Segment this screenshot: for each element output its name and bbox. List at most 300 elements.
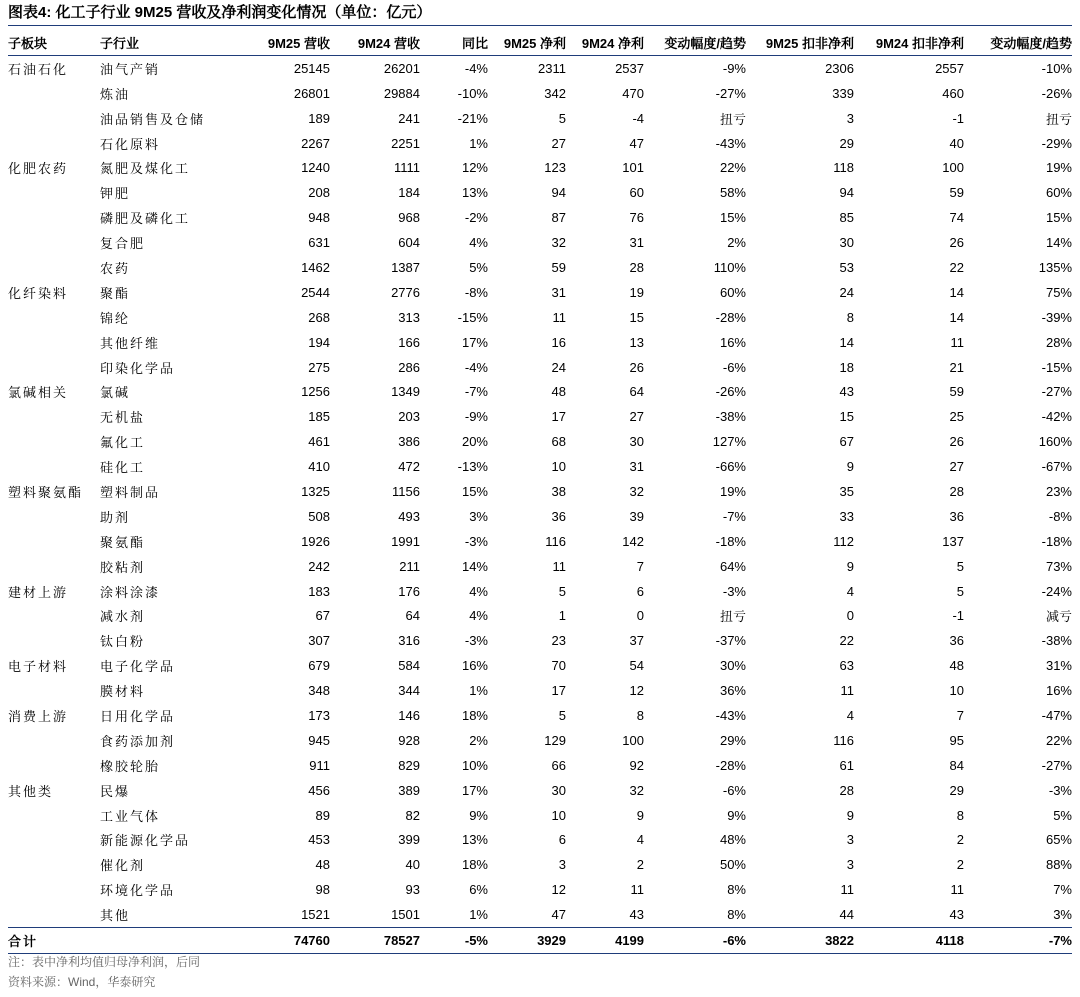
table-row: [8, 454, 1072, 479]
cell-revenue-9m24: 1111: [393, 160, 420, 176]
cell-subindustry: 其他纤维: [100, 335, 161, 351]
cell-subindustry: 无机盐: [100, 410, 146, 426]
cell-net-profit-9m25: 17: [551, 683, 566, 699]
table-row: [8, 603, 1072, 628]
cell-yoy: 20%: [461, 434, 488, 450]
cell-adj-profit-9m24: 43: [949, 907, 964, 923]
cell-yoy: -4%: [464, 60, 488, 76]
cell-sector: [8, 902, 100, 927]
cell-adj-profit-change: 7%: [1053, 882, 1072, 898]
cell-sector: [8, 603, 100, 628]
cell-adj-profit-9m24: 26: [949, 434, 964, 450]
cell-revenue-9m24: 184: [398, 185, 420, 201]
cell-yoy: -4%: [464, 359, 488, 375]
table-row: [8, 205, 1072, 230]
cell-subindustry: 油气产销: [100, 61, 161, 77]
header-yoy: 同比: [420, 30, 488, 55]
cell-adj-profit-9m25: 35: [839, 483, 854, 499]
cell-yoy: 17%: [461, 334, 488, 350]
cell-adj-profit-9m24: 59: [949, 185, 964, 201]
cell-revenue-9m24: 29884: [383, 85, 420, 101]
cell-sector: 化纤染料: [8, 285, 69, 301]
cell-adj-profit-9m25: 2306: [825, 60, 854, 76]
cell-net-profit-change: -18%: [715, 533, 746, 549]
cell-net-profit-change: -7%: [722, 508, 746, 524]
figure-title: 图表4: 化工子行业 9M25 营收及净利润变化情况（单位：亿元）: [8, 4, 432, 21]
cell-sector: 电子材料: [8, 659, 69, 675]
cell-subindustry: 石化原料: [100, 136, 161, 152]
cell-revenue-9m25: 189: [308, 110, 330, 126]
cell-revenue-9m24: 604: [398, 235, 420, 251]
cell-yoy: 14%: [461, 558, 488, 574]
cell-net-profit-9m24: 26: [629, 359, 644, 375]
cell-revenue-9m25: 275: [308, 359, 330, 375]
cell-sector: 化肥农药: [8, 161, 69, 177]
cell-revenue-9m25: 1256: [301, 384, 330, 400]
cell-adj-profit-9m24: 40: [949, 135, 964, 151]
cell-yoy: 18%: [461, 857, 488, 873]
cell-yoy: 10%: [461, 757, 488, 773]
total-adj-profit-change: -7%: [964, 928, 1072, 954]
cell-net-profit-9m25: 5: [558, 110, 566, 126]
cell-adj-profit-change: 5%: [1053, 807, 1072, 823]
cell-adj-profit-9m25: 44: [839, 907, 854, 923]
cell-net-profit-9m24: 101: [622, 160, 644, 176]
cell-subindustry: 涂料涂漆: [100, 584, 161, 600]
cell-yoy: -8%: [464, 284, 488, 300]
cell-net-profit-change: 60%: [719, 284, 746, 300]
table-row: [8, 653, 1072, 678]
cell-revenue-9m24: 968: [398, 210, 420, 226]
cell-revenue-9m25: 631: [308, 235, 330, 251]
cell-revenue-9m24: 26201: [383, 60, 420, 76]
cell-net-profit-9m24: 15: [629, 309, 644, 325]
cell-subindustry: 食药添加剂: [100, 733, 176, 749]
header-net-profit-9m24: 9M24 净利: [566, 30, 644, 55]
table-row: [8, 131, 1072, 156]
cell-revenue-9m25: 98: [315, 882, 330, 898]
cell-net-profit-change: -6%: [722, 782, 746, 798]
cell-net-profit-9m25: 11: [552, 558, 566, 574]
cell-revenue-9m24: 241: [398, 110, 420, 126]
cell-net-profit-9m25: 30: [551, 782, 566, 798]
cell-adj-profit-9m25: 67: [839, 434, 854, 450]
cell-sector: [8, 877, 100, 902]
cell-adj-profit-9m25: 3: [846, 857, 854, 873]
table-row: [8, 429, 1072, 454]
cell-adj-profit-9m25: 28: [839, 782, 854, 798]
cell-adj-profit-change: 135%: [1038, 259, 1072, 275]
table-row: [8, 803, 1072, 828]
cell-adj-profit-9m24: -1: [952, 110, 964, 126]
cell-revenue-9m25: 183: [308, 583, 330, 599]
cell-net-profit-change: -9%: [722, 60, 746, 76]
cell-net-profit-9m24: 13: [629, 334, 644, 350]
cell-sector: [8, 529, 100, 554]
cell-adj-profit-9m25: 29: [839, 135, 854, 151]
cell-sector: [8, 628, 100, 653]
cell-yoy: 1%: [469, 135, 488, 151]
table-row: [8, 379, 1072, 404]
table-row: [8, 155, 1072, 180]
cell-adj-profit-change: 88%: [1045, 857, 1072, 873]
cell-revenue-9m25: 67: [315, 608, 330, 624]
header-revenue-9m24: 9M24 营收: [330, 30, 420, 55]
footnotes: [8, 952, 200, 992]
cell-yoy: 4%: [469, 235, 488, 251]
cell-net-profit-9m24: 76: [629, 210, 644, 226]
cell-net-profit-9m25: 17: [551, 409, 566, 425]
cell-subindustry: 农药: [100, 260, 131, 276]
cell-sector: 建材上游: [8, 584, 69, 600]
cell-sector: [8, 504, 100, 529]
total-net-profit-9m24: 4199: [566, 928, 644, 954]
cell-net-profit-9m24: 2: [636, 857, 644, 873]
total-adj-profit-9m24: 4118: [854, 928, 964, 954]
cell-revenue-9m25: 242: [308, 558, 330, 574]
cell-adj-profit-change: 15%: [1045, 210, 1072, 226]
cell-net-profit-9m24: 19: [629, 284, 644, 300]
cell-yoy: -21%: [457, 110, 488, 126]
total-net-profit-9m25: 3929: [488, 928, 566, 954]
cell-adj-profit-9m25: 9: [846, 459, 854, 475]
cell-adj-profit-9m24: 26: [949, 235, 964, 251]
cell-revenue-9m24: 1349: [391, 384, 420, 400]
cell-net-profit-9m24: 100: [622, 732, 644, 748]
cell-net-profit-9m25: 5: [558, 707, 566, 723]
table-header: [8, 30, 1072, 55]
cell-revenue-9m25: 1926: [301, 533, 330, 549]
cell-revenue-9m24: 1156: [392, 483, 420, 499]
cell-sector: [8, 429, 100, 454]
cell-sector: [8, 803, 100, 828]
cell-net-profit-9m25: 123: [544, 160, 566, 176]
cell-net-profit-9m25: 27: [551, 135, 566, 151]
cell-net-profit-9m25: 129: [544, 732, 566, 748]
cell-yoy: 15%: [461, 483, 488, 499]
header-subindustry: 子行业: [100, 30, 240, 55]
cell-adj-profit-9m25: 22: [839, 633, 854, 649]
cell-adj-profit-change: -15%: [1041, 359, 1072, 375]
cell-revenue-9m25: 348: [308, 683, 330, 699]
table-row: [8, 479, 1072, 504]
table-row: [8, 81, 1072, 106]
cell-revenue-9m24: 829: [398, 757, 420, 773]
cell-adj-profit-9m24: 10: [949, 683, 964, 699]
cell-subindustry: 复合肥: [100, 236, 146, 252]
cell-sector: [8, 678, 100, 703]
cell-net-profit-change: 58%: [719, 185, 746, 201]
cell-adj-profit-9m25: 339: [832, 85, 854, 101]
cell-subindustry: 印染化学品: [100, 360, 176, 376]
cell-net-profit-9m25: 1: [558, 608, 566, 624]
cell-subindustry: 氯碱: [100, 385, 131, 401]
cell-yoy: 13%: [461, 185, 488, 201]
cell-net-profit-9m24: 60: [629, 185, 644, 201]
cell-subindustry: 炼油: [100, 86, 131, 102]
cell-adj-profit-9m24: 11: [950, 882, 964, 898]
cell-revenue-9m25: 456: [308, 782, 330, 798]
cell-revenue-9m24: 211: [399, 558, 420, 574]
total-row: [8, 928, 1072, 954]
cell-net-profit-9m25: 70: [551, 658, 566, 674]
cell-yoy: -15%: [457, 309, 488, 325]
cell-adj-profit-9m24: 21: [949, 359, 964, 375]
cell-net-profit-9m25: 24: [551, 359, 566, 375]
cell-adj-profit-9m24: 137: [942, 533, 964, 549]
cell-revenue-9m25: 48: [315, 857, 330, 873]
cell-net-profit-9m24: 32: [629, 782, 644, 798]
cell-adj-profit-9m25: 18: [839, 359, 854, 375]
cell-net-profit-change: 16%: [719, 334, 746, 350]
cell-sector: [8, 728, 100, 753]
total-revenue-9m24: 78527: [330, 928, 420, 954]
cell-net-profit-9m25: 3: [558, 857, 566, 873]
cell-revenue-9m24: 146: [398, 707, 420, 723]
table-row: [8, 280, 1072, 305]
cell-yoy: -3%: [464, 533, 488, 549]
cell-revenue-9m25: 508: [308, 508, 330, 524]
cell-yoy: -3%: [464, 633, 488, 649]
cell-sector: [8, 554, 100, 579]
cell-adj-profit-9m25: 118: [833, 160, 854, 176]
cell-adj-profit-9m25: 53: [839, 259, 854, 275]
cell-adj-profit-9m24: 84: [949, 757, 964, 773]
cell-net-profit-change: 15%: [719, 210, 746, 226]
cell-subindustry: 胶粘剂: [100, 559, 146, 575]
cell-adj-profit-change: -8%: [1048, 508, 1072, 524]
cell-net-profit-9m25: 23: [551, 633, 566, 649]
cell-sector: 石油石化: [8, 61, 69, 77]
cell-yoy: 4%: [469, 608, 488, 624]
header-row: [8, 30, 1072, 55]
cell-yoy: -2%: [464, 210, 488, 226]
data-table: [8, 30, 1072, 954]
cell-adj-profit-9m25: 8: [846, 309, 854, 325]
cell-net-profit-9m24: 7: [636, 558, 644, 574]
cell-net-profit-9m25: 10: [551, 807, 566, 823]
cell-adj-profit-9m25: 11: [840, 882, 854, 898]
table-row: [8, 554, 1072, 579]
cell-revenue-9m24: 40: [405, 857, 420, 873]
cell-net-profit-9m25: 38: [551, 483, 566, 499]
table-row: [8, 529, 1072, 554]
cell-net-profit-9m25: 87: [551, 210, 566, 226]
cell-net-profit-change: 9%: [727, 807, 746, 823]
cell-net-profit-9m25: 68: [551, 434, 566, 450]
cell-revenue-9m24: 344: [398, 683, 420, 699]
table-row: [8, 828, 1072, 853]
cell-net-profit-9m24: 31: [629, 235, 644, 251]
cell-adj-profit-9m24: 7: [956, 707, 964, 723]
cell-adj-profit-9m25: 4: [846, 707, 854, 723]
cell-revenue-9m25: 1325: [301, 483, 330, 499]
table-row: [8, 355, 1072, 380]
cell-sector: [8, 454, 100, 479]
cell-revenue-9m25: 2267: [301, 135, 330, 151]
header-adj-profit-9m24: 9M24 扣非净利: [854, 30, 964, 55]
cell-adj-profit-9m24: 8: [956, 807, 964, 823]
cell-adj-profit-9m24: 48: [949, 658, 964, 674]
cell-revenue-9m24: 584: [398, 658, 420, 674]
cell-adj-profit-change: -24%: [1041, 583, 1072, 599]
cell-yoy: 9%: [469, 807, 488, 823]
cell-revenue-9m25: 208: [308, 185, 330, 201]
cell-sector: [8, 404, 100, 429]
cell-net-profit-9m24: 11: [630, 882, 644, 898]
cell-net-profit-9m25: 94: [551, 185, 566, 201]
cell-adj-profit-9m25: 63: [839, 658, 854, 674]
cell-adj-profit-9m24: 2: [956, 832, 964, 848]
cell-net-profit-9m24: 2537: [615, 60, 644, 76]
table-row: [8, 678, 1072, 703]
cell-revenue-9m24: 93: [405, 882, 420, 898]
cell-adj-profit-9m25: 4: [846, 583, 854, 599]
cell-net-profit-9m25: 47: [551, 907, 566, 923]
table-row: [8, 180, 1072, 205]
table-row: [8, 628, 1072, 653]
cell-adj-profit-change: -27%: [1041, 757, 1072, 773]
total-revenue-9m25: 74760: [240, 928, 330, 954]
cell-revenue-9m24: 472: [398, 459, 420, 475]
cell-yoy: 4%: [469, 583, 488, 599]
cell-net-profit-9m24: -4: [632, 110, 644, 126]
cell-adj-profit-change: 19%: [1045, 160, 1072, 176]
cell-adj-profit-change: 73%: [1045, 558, 1072, 574]
cell-subindustry: 膜材料: [100, 684, 146, 700]
cell-net-profit-9m24: 470: [622, 85, 644, 101]
cell-adj-profit-change: -26%: [1041, 85, 1072, 101]
cell-net-profit-9m24: 37: [629, 633, 644, 649]
cell-adj-profit-change: -27%: [1041, 384, 1072, 400]
cell-net-profit-change: 扭亏: [719, 111, 746, 127]
cell-subindustry: 催化剂: [100, 858, 146, 874]
data-source: 资料来源：Wind，华泰研究: [8, 975, 156, 989]
table-row: [8, 877, 1072, 902]
cell-net-profit-change: 50%: [719, 857, 746, 873]
cell-revenue-9m25: 2544: [301, 284, 330, 300]
cell-subindustry: 助剂: [100, 509, 131, 525]
cell-revenue-9m24: 1501: [391, 907, 420, 923]
cell-net-profit-9m25: 48: [551, 384, 566, 400]
cell-revenue-9m25: 89: [315, 807, 330, 823]
table-row: [8, 579, 1072, 604]
cell-adj-profit-change: 减亏: [1045, 609, 1072, 625]
cell-yoy: 12%: [461, 160, 488, 176]
cell-adj-profit-change: 14%: [1045, 235, 1072, 251]
total-net-profit-change: -6%: [644, 928, 746, 954]
cell-adj-profit-9m24: 28: [949, 483, 964, 499]
cell-net-profit-9m25: 16: [551, 334, 566, 350]
cell-adj-profit-change: 3%: [1053, 907, 1072, 923]
cell-adj-profit-9m25: 85: [839, 210, 854, 226]
cell-sector: [8, 131, 100, 156]
cell-net-profit-9m25: 116: [545, 533, 566, 549]
cell-adj-profit-change: 扭亏: [1045, 111, 1072, 127]
cell-subindustry: 橡胶轮胎: [100, 758, 161, 774]
cell-adj-profit-change: 28%: [1045, 334, 1072, 350]
cell-adj-profit-9m24: 2: [956, 857, 964, 873]
cell-adj-profit-change: -39%: [1041, 309, 1072, 325]
cell-revenue-9m24: 316: [398, 633, 420, 649]
table-row: [8, 852, 1072, 877]
cell-revenue-9m24: 493: [398, 508, 420, 524]
cell-adj-profit-change: -67%: [1041, 459, 1072, 475]
cell-net-profit-change: -66%: [715, 459, 746, 475]
cell-subindustry: 磷肥及磷化工: [100, 211, 191, 227]
cell-sector: [8, 305, 100, 330]
cell-net-profit-9m25: 32: [551, 235, 566, 251]
total-yoy: -5%: [420, 928, 488, 954]
cell-revenue-9m25: 1521: [301, 907, 330, 923]
table-row: [8, 778, 1072, 803]
header-net-profit-change: 变动幅度/趋势: [644, 30, 746, 55]
cell-net-profit-change: 2%: [727, 235, 746, 251]
cell-adj-profit-9m24: 29: [949, 782, 964, 798]
cell-adj-profit-9m24: 74: [949, 210, 964, 226]
cell-revenue-9m25: 25145: [293, 60, 330, 76]
cell-subindustry: 聚氨酯: [100, 534, 146, 550]
cell-adj-profit-9m25: 112: [833, 533, 854, 549]
cell-adj-profit-change: -3%: [1048, 782, 1072, 798]
cell-net-profit-9m25: 12: [551, 882, 566, 898]
cell-yoy: -9%: [464, 409, 488, 425]
cell-revenue-9m25: 194: [308, 334, 330, 350]
cell-adj-profit-9m25: 0: [846, 608, 854, 624]
cell-subindustry: 氮肥及煤化工: [100, 161, 191, 177]
cell-revenue-9m24: 2776: [391, 284, 420, 300]
cell-net-profit-change: -28%: [715, 309, 746, 325]
cell-adj-profit-9m24: 59: [949, 384, 964, 400]
cell-net-profit-change: 110%: [713, 259, 746, 275]
cell-net-profit-9m24: 0: [636, 608, 644, 624]
header-net-profit-9m25: 9M25 净利: [488, 30, 566, 55]
cell-adj-profit-change: 22%: [1045, 732, 1072, 748]
cell-net-profit-change: 48%: [719, 832, 746, 848]
cell-adj-profit-9m25: 116: [833, 732, 854, 748]
header-adj-profit-9m25: 9M25 扣非净利: [746, 30, 854, 55]
cell-revenue-9m25: 26801: [293, 85, 330, 101]
cell-revenue-9m25: 911: [309, 757, 330, 773]
cell-adj-profit-9m25: 9: [846, 807, 854, 823]
cell-net-profit-9m25: 6: [558, 832, 566, 848]
cell-revenue-9m25: 461: [308, 434, 330, 450]
cell-adj-profit-9m24: 22: [949, 259, 964, 275]
cell-yoy: 6%: [469, 882, 488, 898]
cell-revenue-9m24: 399: [398, 832, 420, 848]
cell-adj-profit-9m24: 14: [949, 284, 964, 300]
cell-subindustry: 电子化学品: [100, 659, 176, 675]
cell-revenue-9m24: 1387: [391, 259, 420, 275]
cell-net-profit-change: -43%: [715, 707, 746, 723]
table-row: [8, 106, 1072, 131]
table-row: [8, 753, 1072, 778]
cell-subindustry: 其他: [100, 908, 131, 924]
cell-adj-profit-9m24: 36: [949, 508, 964, 524]
cell-adj-profit-change: -10%: [1041, 60, 1072, 76]
cell-net-profit-9m25: 2311: [538, 60, 566, 76]
cell-adj-profit-9m24: -1: [952, 608, 964, 624]
cell-net-profit-9m24: 12: [629, 683, 644, 699]
cell-subindustry: 塑料制品: [100, 484, 161, 500]
cell-net-profit-change: -3%: [722, 583, 746, 599]
cell-sector: [8, 180, 100, 205]
cell-revenue-9m24: 82: [405, 807, 420, 823]
cell-sector: 氯碱相关: [8, 385, 69, 401]
cell-adj-profit-change: 31%: [1045, 658, 1072, 674]
total-label: 合计: [8, 928, 100, 954]
cell-revenue-9m25: 410: [308, 459, 330, 475]
